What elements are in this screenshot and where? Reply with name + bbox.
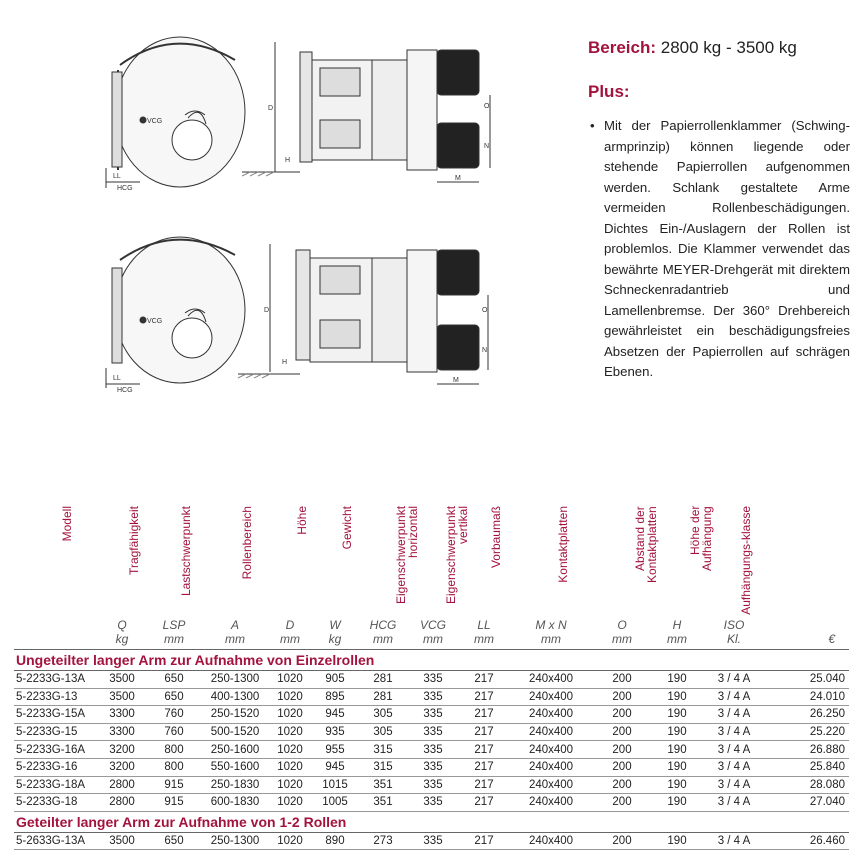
bereich-label: Bereich: <box>588 38 657 57</box>
d-label-bottom: D <box>264 307 270 314</box>
column-header <box>96 504 148 616</box>
symbol-cell: LSP <box>162 618 186 632</box>
table-cell: 240x400 <box>508 776 594 794</box>
table-cell: 3 / 4 A <box>704 723 764 741</box>
table-cell: 3500 <box>96 688 148 706</box>
symbol-cell: A <box>230 618 239 632</box>
plus-item <box>590 116 850 383</box>
table-cell: 190 <box>650 741 704 759</box>
table-cell: 550-1600 <box>200 758 270 776</box>
table-cell: 335 <box>406 758 460 776</box>
table-row <box>14 723 849 741</box>
table-cell: 351 <box>360 776 406 794</box>
symbol-cell: LL <box>477 618 491 632</box>
table-cell: 600-1830 <box>200 794 270 812</box>
table-cell: 240x400 <box>508 758 594 776</box>
table-cell: 1020 <box>270 741 310 759</box>
unit-cell: kg <box>96 632 148 650</box>
table-cell: 305 <box>360 706 406 724</box>
table-cell: 200 <box>594 706 650 724</box>
table-cell: 200 <box>594 688 650 706</box>
section-row <box>14 811 849 832</box>
table-cell: 217 <box>460 776 508 794</box>
table-cell: 5-2233G-16 <box>14 758 96 776</box>
m-label-top: M <box>455 175 461 182</box>
column-header <box>650 504 714 616</box>
bereich-line <box>588 38 850 58</box>
symbol-cell: ISO <box>723 618 745 632</box>
h-label-top: H <box>285 157 291 164</box>
unit-cell: mm <box>406 632 460 650</box>
column-header-label: Tragfähigkeit <box>127 506 141 575</box>
table-cell: 250-1300 <box>200 832 270 850</box>
table-cell: 315 <box>360 741 406 759</box>
table-cell: 1020 <box>270 688 310 706</box>
table-cell: 190 <box>650 671 704 689</box>
column-header-label: Gewicht <box>340 506 354 550</box>
table-cell: 650 <box>148 671 200 689</box>
unit-cell: mm <box>270 632 310 650</box>
table-cell: 26.250 <box>764 706 849 724</box>
table-cell: 200 <box>594 671 650 689</box>
table-cell: 1020 <box>270 671 310 689</box>
table-cell: 1020 <box>270 723 310 741</box>
table-cell: 335 <box>406 776 460 794</box>
table-cell: 3500 <box>96 671 148 689</box>
table-cell: 3300 <box>96 706 148 724</box>
table-cell: 650 <box>148 832 200 850</box>
column-header <box>704 504 764 616</box>
table-cell: 3200 <box>96 758 148 776</box>
section-title: Geteilter langer Arm zur Aufnahme von 1-2 Rollen <box>14 811 849 832</box>
table-cell: 217 <box>460 794 508 812</box>
table-cell: 3 / 4 A <box>704 671 764 689</box>
table-cell: 200 <box>594 741 650 759</box>
symbol-cell <box>764 616 849 632</box>
table-cell: 5-2233G-18A <box>14 776 96 794</box>
table-cell: 5-2633G-13A <box>14 832 96 850</box>
unit-cell: mm <box>200 632 270 650</box>
table-row <box>14 776 849 794</box>
table-cell: 200 <box>594 723 650 741</box>
table-cell: 905 <box>310 671 360 689</box>
unit-cell: mm <box>148 632 200 650</box>
table-cell: 240x400 <box>508 706 594 724</box>
n-label-top: N <box>484 143 490 150</box>
o-label-top: O <box>484 103 490 110</box>
table-cell: 3 / 4 A <box>704 688 764 706</box>
table-cell: 5-2233G-16A <box>14 741 96 759</box>
column-header <box>310 504 360 616</box>
table-cell: 25.040 <box>764 671 849 689</box>
clamp-drawing-top <box>106 37 300 188</box>
table-cell: 26.880 <box>764 741 849 759</box>
h-label-bottom: H <box>282 359 288 366</box>
table-cell: 650 <box>148 688 200 706</box>
unit-row <box>14 632 849 650</box>
table-cell: 800 <box>148 741 200 759</box>
unit-cell: mm <box>460 632 508 650</box>
table-cell: 273 <box>360 832 406 850</box>
table-cell: 1020 <box>270 706 310 724</box>
bereich-value: 2800 kg - 3500 kg <box>660 38 797 57</box>
unit-cell: mm <box>594 632 650 650</box>
table-row <box>14 688 849 706</box>
table-cell: 217 <box>460 688 508 706</box>
table-cell: 200 <box>594 758 650 776</box>
unit-cell: mm <box>650 632 704 650</box>
table-cell: 281 <box>360 688 406 706</box>
table-cell: 3200 <box>96 741 148 759</box>
ll-label-top: LL <box>113 173 121 180</box>
vcg-label-bottom: VCG <box>147 318 163 325</box>
table-cell: 3 / 4 A <box>704 741 764 759</box>
table-cell: 335 <box>406 688 460 706</box>
table-cell: 945 <box>310 758 360 776</box>
vcg-label-top: VCG <box>147 118 163 125</box>
table-cell: 895 <box>310 688 360 706</box>
table-cell: 217 <box>460 671 508 689</box>
table-cell: 250-1600 <box>200 741 270 759</box>
column-header <box>360 504 420 616</box>
table-cell: 217 <box>460 723 508 741</box>
hcg-label-top: HCG <box>117 185 133 192</box>
table-cell: 915 <box>148 794 200 812</box>
table-row <box>14 706 849 724</box>
table-cell: 200 <box>594 794 650 812</box>
table-cell: 305 <box>360 723 406 741</box>
table-cell: 3500 <box>96 832 148 850</box>
table-cell: 1020 <box>270 776 310 794</box>
spec-table-wrapper <box>14 504 849 850</box>
column-header <box>508 504 594 616</box>
table-cell: 250-1520 <box>200 706 270 724</box>
table-cell: 315 <box>360 758 406 776</box>
rotator-drawing-bottom <box>270 244 488 384</box>
table-cell: 800 <box>148 758 200 776</box>
symbol-cell: Q <box>117 618 127 632</box>
table-row <box>14 832 849 850</box>
o-label-bottom: O <box>482 307 488 314</box>
table-cell: 25.840 <box>764 758 849 776</box>
table-cell: 335 <box>406 832 460 850</box>
column-header <box>148 504 200 616</box>
table-cell: 217 <box>460 832 508 850</box>
table-cell: 240x400 <box>508 741 594 759</box>
table-cell: 200 <box>594 832 650 850</box>
table-cell: 190 <box>650 794 704 812</box>
column-header-label: Kontaktplatten <box>556 506 570 583</box>
table-cell: 351 <box>360 794 406 812</box>
table-cell: 190 <box>650 776 704 794</box>
technical-drawings <box>0 0 575 400</box>
column-header-label: Modell <box>60 506 74 542</box>
column-header-label: Eigenschwerpunkt horizontal <box>394 506 420 605</box>
n-label-bottom: N <box>482 347 488 354</box>
table-cell: 945 <box>310 706 360 724</box>
column-header-label: Höhe <box>295 506 309 535</box>
table-cell: 217 <box>460 741 508 759</box>
table-cell: 25.220 <box>764 723 849 741</box>
table-cell: 190 <box>650 832 704 850</box>
table-cell: 5-2233G-15 <box>14 723 96 741</box>
table-cell: 26.460 <box>764 832 849 850</box>
symbol-cell: M x N <box>535 618 567 632</box>
table-cell: 335 <box>406 741 460 759</box>
column-header <box>270 504 310 616</box>
table-row <box>14 758 849 776</box>
table-cell: 3 / 4 A <box>704 794 764 812</box>
column-header-label: Lastschwerpunkt <box>179 506 193 597</box>
symbol-cell: H <box>672 618 682 632</box>
plus-text: Mit der Papierrollenklammer (Schwing-armprinzip) können liegende oder stehende Papierrollen aufgenommen werden. Schlank gestaltete Arme vermeiden Rollenbeschädigungen. Dichtes Ein-/Auslagern der Rollen ist problemlos. Die Klammer verwendet das bewährte MEYER-Drehgerät mit direktem Schneckenradantrieb und Lamellenbremse. Der 360° Drehbereich gewährleistet ein beschädigungsfreies Absetzen der Papierrollen auf schrägen Ebenen. <box>604 118 850 379</box>
table-cell: 190 <box>650 688 704 706</box>
column-header-label: Abstand der Kontaktplatten <box>633 506 659 583</box>
table-cell: 890 <box>310 832 360 850</box>
table-cell: 335 <box>406 706 460 724</box>
table-cell: 3300 <box>96 723 148 741</box>
table-cell: 240x400 <box>508 832 594 850</box>
rotator-drawing-top <box>275 42 490 182</box>
column-header <box>406 504 470 616</box>
plus-list <box>588 116 850 383</box>
column-header <box>764 504 849 616</box>
column-header <box>200 504 270 616</box>
table-cell: 3 / 4 A <box>704 776 764 794</box>
table-cell: 1015 <box>310 776 360 794</box>
table-cell: 1020 <box>270 832 310 850</box>
table-cell: 190 <box>650 706 704 724</box>
table-cell: 240x400 <box>508 671 594 689</box>
column-header-label: Höhe der Aufhängung <box>688 506 714 571</box>
table-cell: 335 <box>406 671 460 689</box>
table-cell: 500-1520 <box>200 723 270 741</box>
table-cell: 1005 <box>310 794 360 812</box>
info-panel <box>588 38 850 383</box>
table-row <box>14 741 849 759</box>
column-header-label: Vorbaumaß <box>489 506 503 569</box>
table-cell: 915 <box>148 776 200 794</box>
section-title: Ungeteilter langer Arm zur Aufnahme von Einzelrollen <box>14 650 849 671</box>
table-cell: 217 <box>460 758 508 776</box>
m-label-bottom: M <box>453 377 459 384</box>
symbol-cell: HCG <box>369 618 397 632</box>
table-cell: 5-2233G-13 <box>14 688 96 706</box>
table-cell: 335 <box>406 794 460 812</box>
symbol-cell <box>14 616 96 632</box>
plus-heading: Plus: <box>588 82 630 101</box>
symbol-cell: W <box>329 618 341 632</box>
ll-label-bottom: LL <box>113 375 121 382</box>
table-cell: 250-1830 <box>200 776 270 794</box>
unit-cell: mm <box>360 632 406 650</box>
unit-cell: mm <box>508 632 594 650</box>
table-cell: 2800 <box>96 794 148 812</box>
table-cell: 27.040 <box>764 794 849 812</box>
table-cell: 24.010 <box>764 688 849 706</box>
table-cell: 3 / 4 A <box>704 758 764 776</box>
table-cell: 240x400 <box>508 688 594 706</box>
symbol-row <box>14 616 849 632</box>
bullet-icon: • <box>590 118 595 133</box>
hcg-label-bottom: HCG <box>117 387 133 394</box>
table-cell: 2800 <box>96 776 148 794</box>
column-header <box>460 504 508 616</box>
column-header <box>14 504 96 616</box>
table-cell: 5-2233G-18 <box>14 794 96 812</box>
table-cell: 28.080 <box>764 776 849 794</box>
unit-cell: Kl. <box>704 632 764 650</box>
d-label-top: D <box>268 105 274 112</box>
table-cell: 190 <box>650 758 704 776</box>
table-cell: 5-2233G-13A <box>14 671 96 689</box>
table-cell: 1020 <box>270 794 310 812</box>
table-cell: 760 <box>148 723 200 741</box>
clamp-drawing-bottom <box>106 237 300 388</box>
table-cell: 217 <box>460 706 508 724</box>
symbol-cell: O <box>617 618 627 632</box>
table-cell: 240x400 <box>508 723 594 741</box>
table-cell: 400-1300 <box>200 688 270 706</box>
table-row <box>14 671 849 689</box>
table-cell: 935 <box>310 723 360 741</box>
spec-table <box>14 504 849 850</box>
column-header-label: Eigenschwerpunkt vertikal <box>444 506 470 605</box>
table-body <box>14 650 849 850</box>
column-header-label: Aufhängungs-klasse <box>739 506 753 615</box>
table-cell: 281 <box>360 671 406 689</box>
table-cell: 3 / 4 A <box>704 706 764 724</box>
table-cell: 1020 <box>270 758 310 776</box>
header-row <box>14 504 849 616</box>
table-cell: 3 / 4 A <box>704 832 764 850</box>
table-cell: 250-1300 <box>200 671 270 689</box>
symbol-cell: D <box>285 618 295 632</box>
unit-cell: € <box>764 632 849 650</box>
table-row <box>14 794 849 812</box>
table-cell: 955 <box>310 741 360 759</box>
column-header <box>594 504 659 616</box>
table-cell: 190 <box>650 723 704 741</box>
table-cell: 240x400 <box>508 794 594 812</box>
table-cell: 760 <box>148 706 200 724</box>
unit-cell <box>14 632 96 650</box>
table-cell: 5-2233G-15A <box>14 706 96 724</box>
unit-cell: kg <box>310 632 360 650</box>
table-cell: 200 <box>594 776 650 794</box>
column-header-label: Rollenbereich <box>240 506 254 580</box>
table-cell: 335 <box>406 723 460 741</box>
symbol-cell: VCG <box>419 618 446 632</box>
section-row <box>14 650 849 671</box>
